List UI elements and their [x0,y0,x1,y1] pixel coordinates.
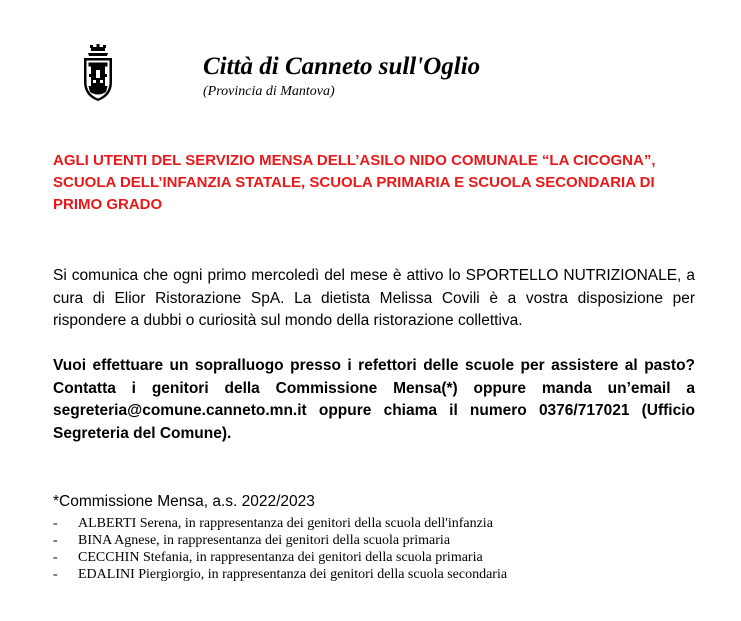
list-bullet: - [53,533,58,548]
list-item [53,532,507,549]
list-item [53,515,507,532]
member-name: CECCHIN Stefania, in rappresentanza dei genitori della scuola primaria [78,550,483,565]
coat-of-arms-icon [82,44,114,102]
list-bullet: - [53,567,58,582]
member-name: BINA Agnese, in rappresentanza dei genitori della scuola primaria [78,533,451,548]
notice-headline: AGLI UTENTI DEL SERVIZIO MENSA DELL’ASILO NIDO COMUNALE “LA CICOGNA”, SCUOLA DELL’INFANZIA STATALE, SCUOLA PRIMARIA E SCUOLA SECONDARIA DI PRIMO GRADO [53,152,656,213]
list-bullet: - [53,516,58,531]
call-to-action: Vuoi effettuare un sopralluogo presso i refettori delle scuole per assistere al pasto? Contatta i genitori della Commissione Mensa(*) oppure manda un’email a segreteria@comune.canneto.mn.it oppure chiama il numero 0376/717021 (Ufficio Segreteria del Comune). [53,357,695,442]
list-item [53,549,507,566]
list-bullet: - [53,550,58,565]
commission-title: *Commissione Mensa, a.s. 2022/2023 [53,493,315,510]
province-subtitle: (Provincia di Mantova) [203,84,335,99]
notice-body: Si comunica che ogni primo mercoledì del mese è attivo lo SPORTELLO NUTRIZIONALE, a cura di Elior Ristorazione SpA. La dietista Melissa Covili è a vostra disposizione per rispondere a dubbi o curiosità sul mondo della ristorazione collettiva. [53,267,695,329]
member-name: ALBERTI Serena, in rappresentanza dei genitori della scuola dell'infanzia [78,516,493,531]
list-item [53,566,507,583]
member-name: EDALINI Piergiorgio, in rappresentanza dei genitori della scuola secondaria [78,567,508,582]
commission-member-list [53,515,507,583]
city-title: Città di Canneto sull'Oglio [203,53,481,80]
